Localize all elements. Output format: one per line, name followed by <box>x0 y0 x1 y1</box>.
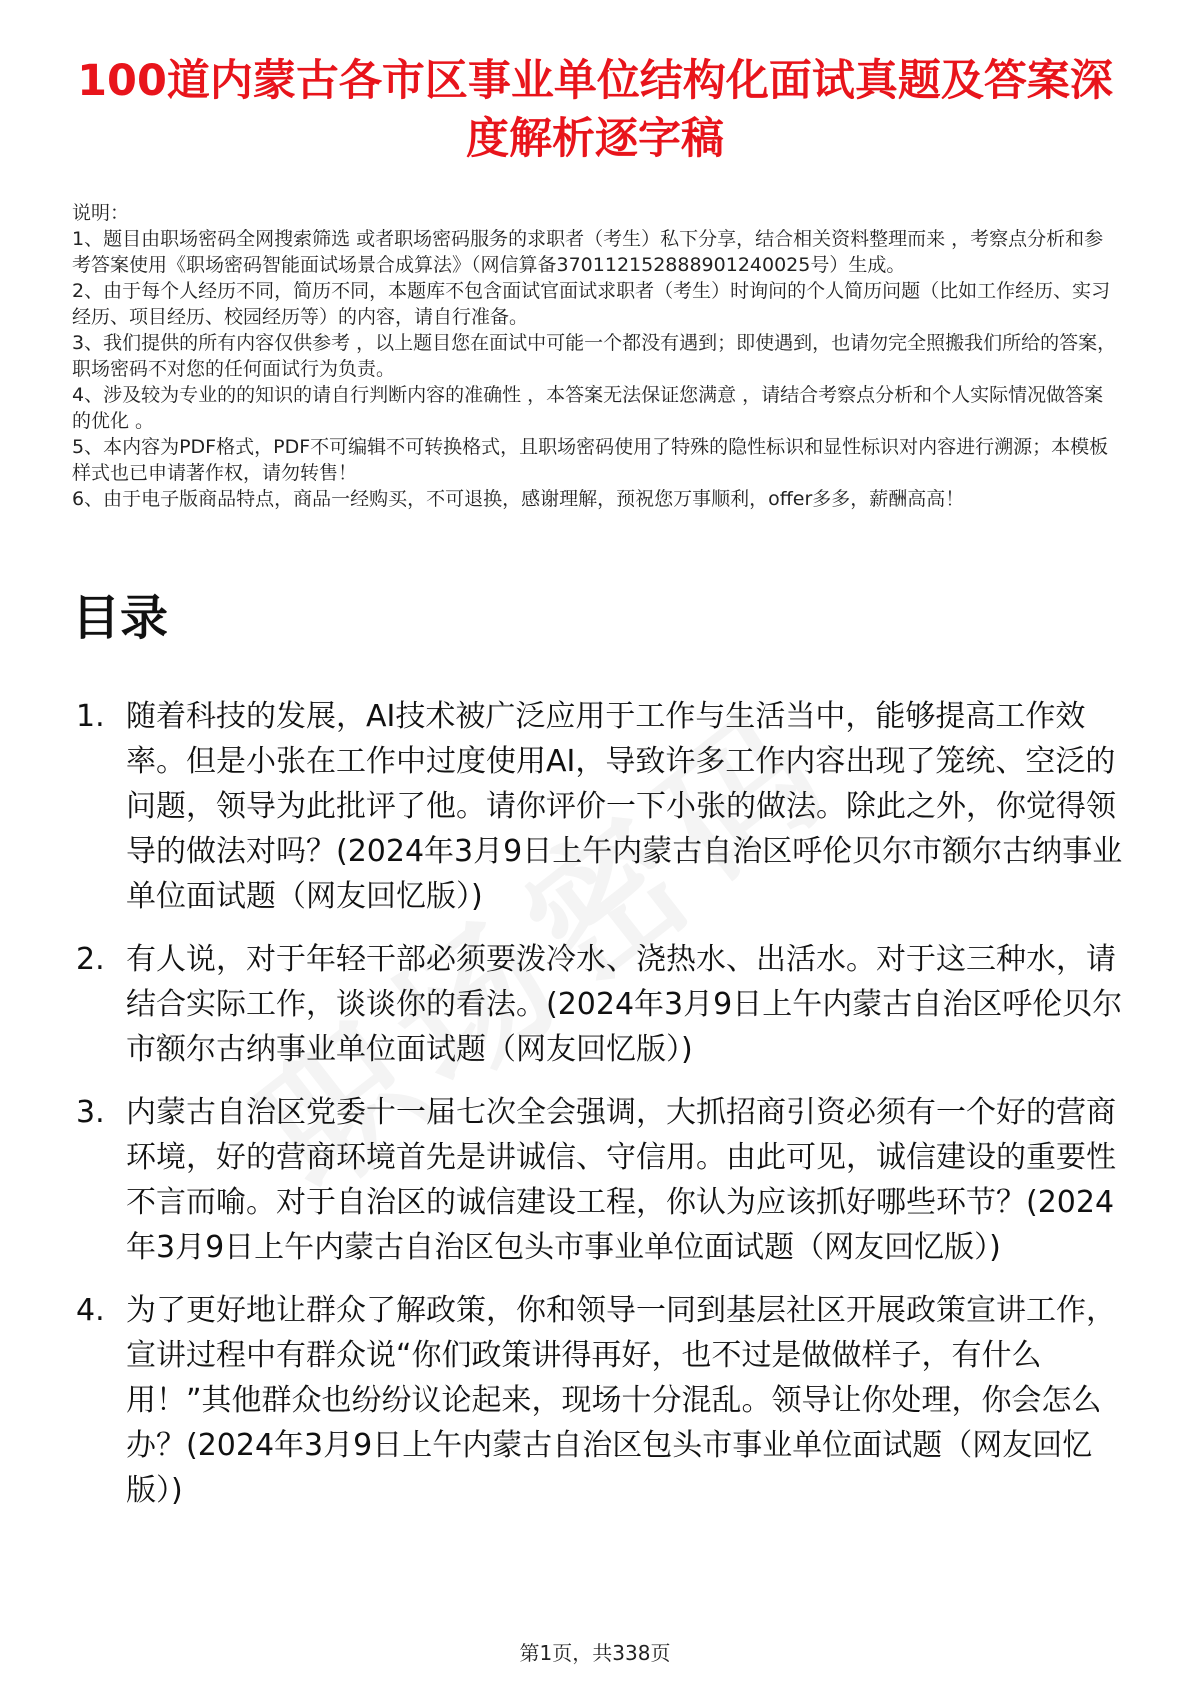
note-item: 1、题目由职场密码全网搜索筛选 或者职场密码服务的求职者（考生）私下分享，结合相关资料整理而来 ，考察点分析和参考答案使用《职场密码智能面试场景合成算法》（网信算备370112152888901240025号）生成。 <box>72 228 1104 276</box>
toc-item-number: 1. <box>76 699 105 734</box>
toc-item-number: 2. <box>76 942 105 977</box>
toc-item-text[interactable]: 有人说，对于年轻干部必须要泼冷水、浇热水、出活水。对于这三种水，请结合实际工作，谈谈你的看法。(2024年3月9日上午内蒙古自治区呼伦贝尔市额尔古纳事业单位面试题（网友回忆版）) <box>126 942 1123 1067</box>
toc-item-text[interactable]: 为了更好地让群众了解政策，你和领导一同到基层社区开展政策宣讲工作，宣讲过程中有群众说“你们政策讲得再好，也不过是做做样子，有什么用！”其他群众也纷纷议论起来，现场十分混乱。领导让你处理，你会怎么办？(2024年3月9日上午内蒙古自治区包头市事业单位面试题（网友回忆版）) <box>126 1293 1116 1508</box>
toc-list <box>76 694 1126 1531</box>
toc-item[interactable] <box>76 937 1126 1072</box>
toc-item-text[interactable]: 随着科技的发展，AI技术被广泛应用于工作与生活当中，能够提高工作效率。但是小张在工作中过度使用AI，导致许多工作内容出现了笼统、空泛的问题，领导为此批评了他。请你评价一下小张的做法。除此之外，你觉得领导的做法对吗？(2024年3月9日上午内蒙古自治区呼伦贝尔市额尔古纳事业单位面试题（网友回忆版）) <box>126 699 1123 914</box>
toc-item-number: 3. <box>76 1095 105 1130</box>
note-item: 2、由于每个人经历不同，简历不同，本题库不包含面试官面试求职者（考生）时询问的个人简历问题（比如工作经历、实习经历、项目经历、校园经历等）的内容，请自行准备。 <box>72 280 1111 328</box>
toc-heading: 目录 <box>72 590 169 646</box>
note-item: 5、本内容为PDF格式，PDF不可编辑不可转换格式，且职场密码使用了特殊的隐性标识和显性标识对内容进行溯源；本模板样式也已申请著作权，请勿转售！ <box>72 436 1109 484</box>
toc-item[interactable] <box>76 1288 1126 1513</box>
notes-heading: 说明： <box>72 202 130 224</box>
page-footer: 第1页，共338页 <box>519 1641 671 1665</box>
note-item: 3、我们提供的所有内容仅供参考 ，以上题目您在面试中可能一个都没有遇到；即使遇到，也请勿完全照搬我们所给的答案，职场密码不对您的任何面试行为负责。 <box>72 332 1117 380</box>
toc-item-number: 4. <box>76 1293 105 1328</box>
note-item: 6、由于电子版商品特点，商品一经购买，不可退换，感谢理解，预祝您万事顺利，offer多多，薪酬高高！ <box>72 488 965 510</box>
page-title: 100道内蒙古各市区事业单位结构化面试真题及答案深度解析逐字稿 <box>77 56 1113 164</box>
notes-section <box>72 200 1122 512</box>
note-item: 4、涉及较为专业的的知识的请自行判断内容的准确性 ，本答案无法保证您满意 ，请结合考察点分析和个人实际情况做答案的优化 。 <box>72 384 1104 432</box>
toc-item-text[interactable]: 内蒙古自治区党委十一届七次全会强调，大抓招商引资必须有一个好的营商环境，好的营商环境首先是讲诚信、守信用。由此可见，诚信建设的重要性不言而喻。对于自治区的诚信建设工程，你认为应该抓好哪些环节？(2024年3月9日上午内蒙古自治区包头市事业单位面试题（网友回忆版）) <box>126 1095 1116 1265</box>
toc-item[interactable] <box>76 1090 1126 1270</box>
toc-item[interactable] <box>76 694 1126 919</box>
